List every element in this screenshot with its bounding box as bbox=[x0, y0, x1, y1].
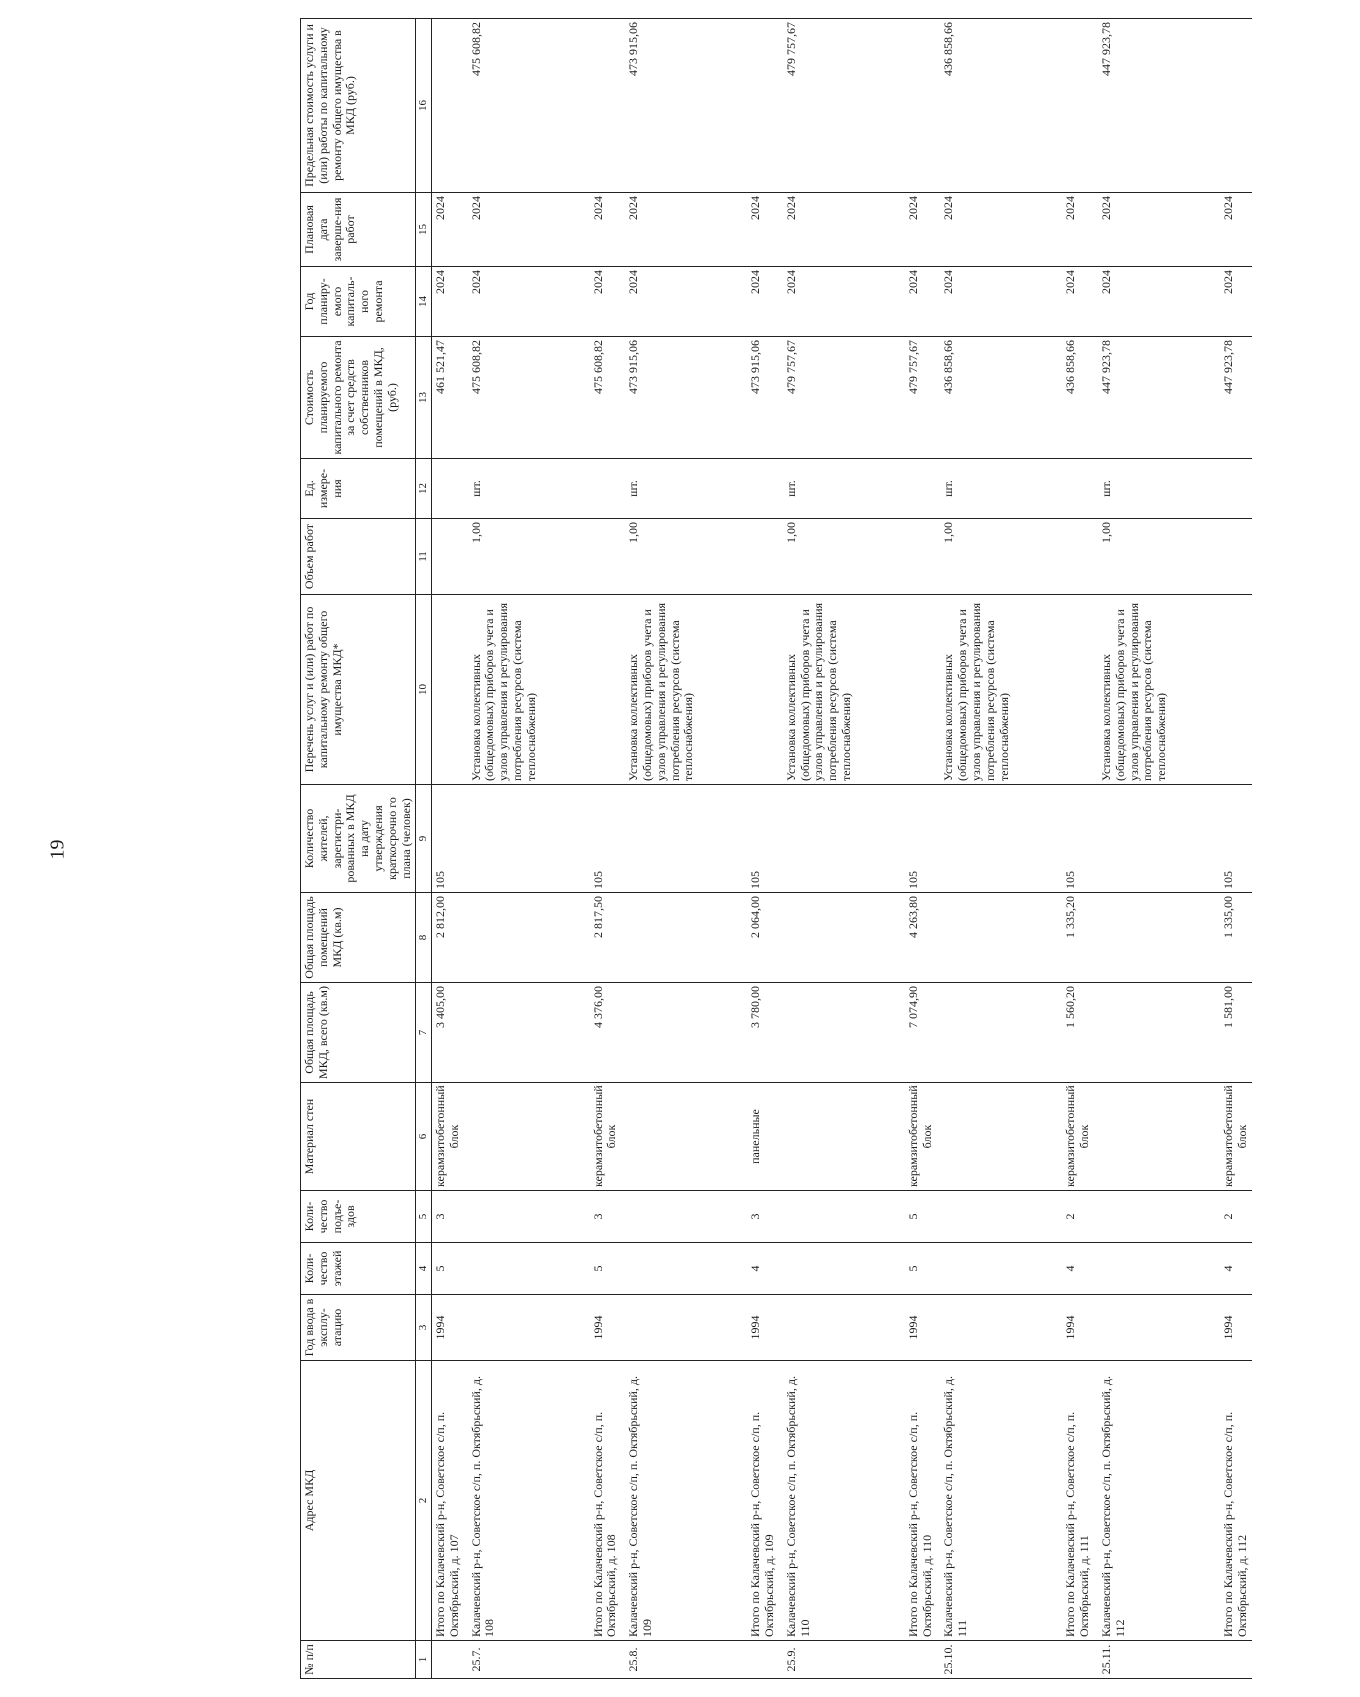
volume-cell bbox=[1062, 519, 1094, 595]
entrances-cell bbox=[621, 1191, 747, 1243]
unit-cell bbox=[905, 459, 937, 519]
table-row bbox=[936, 19, 1062, 1679]
column-header: Плановая дата заверше-ния работ bbox=[301, 193, 416, 267]
column-number: 4 bbox=[416, 1243, 432, 1295]
plan-year-cell: 2024 bbox=[590, 267, 622, 337]
plan-year-cell: 2024 bbox=[779, 267, 905, 337]
works-cell: Установка коллективных (общедомовых) приборов учета и узлов управления и регулирования потребления ресурсов (система теплоснабжения) bbox=[464, 595, 590, 785]
address-cell: Калачевский р-н, Советское с/п, п. Октябрьский, д. 111 bbox=[936, 1361, 1062, 1641]
volume-cell bbox=[747, 519, 779, 595]
column-header: Коли-чество этажей bbox=[301, 1243, 416, 1295]
table-header bbox=[301, 19, 432, 1679]
cost-cell: 479 757,67 bbox=[779, 337, 905, 459]
rotated-sheet bbox=[300, 19, 1360, 1679]
total-area-cell: 3 780,00 bbox=[747, 983, 779, 1083]
column-number: 6 bbox=[416, 1083, 432, 1191]
cost-cell: 436 858,66 bbox=[1062, 337, 1094, 459]
column-header: Стоимость планируемого капитального ремонта за счет средств собственников помещений в МКД, (руб.) bbox=[301, 337, 416, 459]
unit-cell: шт. bbox=[1094, 459, 1220, 519]
works-cell: Установка коллективных (общедомовых) приборов учета и узлов управления и регулирования потребления ресурсов (система теплоснабжения) bbox=[936, 595, 1062, 785]
rooms-area-cell bbox=[936, 893, 1062, 983]
rooms-area-cell bbox=[621, 893, 747, 983]
cost-cell: 475 608,82 bbox=[590, 337, 622, 459]
year-cell: 1994 bbox=[1062, 1295, 1094, 1361]
total-row bbox=[905, 19, 937, 1679]
unit-cell: шт. bbox=[621, 459, 747, 519]
floors-cell: 5 bbox=[432, 1243, 464, 1295]
unit-cell bbox=[590, 459, 622, 519]
row-number: 25.9. bbox=[779, 1641, 905, 1679]
end-date-cell: 2024 bbox=[1062, 193, 1094, 267]
address-cell: Калачевский р-н, Советское с/п, п. Октябрьский, д. 112 bbox=[1094, 1361, 1220, 1641]
unit-cell: шт. bbox=[464, 459, 590, 519]
floors-cell bbox=[464, 1243, 590, 1295]
end-date-cell: 2024 bbox=[1094, 193, 1220, 267]
year-cell: 1994 bbox=[1220, 1295, 1252, 1361]
residents-cell: 105 bbox=[590, 785, 622, 893]
works-cell: Установка коллективных (общедомовых) приборов учета и узлов управления и регулирования потребления ресурсов (система теплоснабжения) bbox=[779, 595, 905, 785]
plan-year-cell: 2024 bbox=[1094, 267, 1220, 337]
volume-cell bbox=[1220, 519, 1252, 595]
year-cell: 1994 bbox=[590, 1295, 622, 1361]
volume-cell: 1,00 bbox=[779, 519, 905, 595]
material-cell bbox=[779, 1083, 905, 1191]
rooms-area-cell: 1 335,00 bbox=[1220, 893, 1252, 983]
table-body bbox=[432, 19, 1252, 1679]
row-number bbox=[1062, 1641, 1094, 1679]
column-header: Перечень услуг и (или) работ по капитальному ремонту общего имущества МКД* bbox=[301, 595, 416, 785]
residents-cell bbox=[621, 785, 747, 893]
max-cost-cell: 473 915,06 bbox=[621, 19, 747, 193]
entrances-cell bbox=[779, 1191, 905, 1243]
column-header: Общая площадь МКД, всего (кв.м) bbox=[301, 983, 416, 1083]
column-header: № п/п bbox=[301, 1641, 416, 1679]
plan-year-cell: 2024 bbox=[1062, 267, 1094, 337]
max-cost-cell bbox=[1062, 19, 1094, 193]
volume-cell: 1,00 bbox=[464, 519, 590, 595]
year-cell: 1994 bbox=[432, 1295, 464, 1361]
plan-year-cell: 2024 bbox=[1220, 267, 1252, 337]
row-number bbox=[432, 1641, 464, 1679]
column-number: 9 bbox=[416, 785, 432, 893]
residents-cell: 105 bbox=[1220, 785, 1252, 893]
end-date-cell: 2024 bbox=[1220, 193, 1252, 267]
residents-cell: 105 bbox=[905, 785, 937, 893]
end-date-cell: 2024 bbox=[621, 193, 747, 267]
material-cell: керамзитобетонный блок bbox=[1062, 1083, 1094, 1191]
table-row bbox=[621, 19, 747, 1679]
floors-cell: 4 bbox=[747, 1243, 779, 1295]
cost-cell: 473 915,06 bbox=[747, 337, 779, 459]
year-cell bbox=[936, 1295, 1062, 1361]
works-cell: Установка коллективных (общедомовых) приборов учета и узлов управления и регулирования потребления ресурсов (система теплоснабжения) bbox=[621, 595, 747, 785]
max-cost-cell bbox=[1220, 19, 1252, 193]
column-header: Коли-чество подъе-здов bbox=[301, 1191, 416, 1243]
column-header: Адрес МКД bbox=[301, 1361, 416, 1641]
column-header: Объем работ bbox=[301, 519, 416, 595]
column-number: 16 bbox=[416, 19, 432, 193]
page-number: 19 bbox=[46, 839, 69, 860]
entrances-cell bbox=[464, 1191, 590, 1243]
total-area-cell bbox=[464, 983, 590, 1083]
volume-cell: 1,00 bbox=[1094, 519, 1220, 595]
total-row bbox=[1062, 19, 1094, 1679]
material-cell: керамзитобетонный блок bbox=[590, 1083, 622, 1191]
column-number: 10 bbox=[416, 595, 432, 785]
volume-cell: 1,00 bbox=[621, 519, 747, 595]
column-number: 7 bbox=[416, 983, 432, 1083]
entrances-cell: 3 bbox=[747, 1191, 779, 1243]
floors-cell bbox=[621, 1243, 747, 1295]
max-cost-cell: 436 858,66 bbox=[936, 19, 1062, 193]
entrances-cell bbox=[936, 1191, 1062, 1243]
address-cell: Калачевский р-н, Советское с/п, п. Октябрьский, д. 108 bbox=[464, 1361, 590, 1641]
volume-cell bbox=[905, 519, 937, 595]
plan-year-cell: 2024 bbox=[621, 267, 747, 337]
floors-cell: 5 bbox=[590, 1243, 622, 1295]
cost-cell: 447 923,78 bbox=[1220, 337, 1252, 459]
total-area-cell: 3 405,00 bbox=[432, 983, 464, 1083]
entrances-cell: 5 bbox=[905, 1191, 937, 1243]
unit-cell bbox=[747, 459, 779, 519]
material-cell: панельные bbox=[747, 1083, 779, 1191]
column-header: Общая площадь помещений МКД (кв.м) bbox=[301, 893, 416, 983]
column-number: 5 bbox=[416, 1191, 432, 1243]
end-date-cell: 2024 bbox=[905, 193, 937, 267]
column-header: Год ввода в эксплу-атацию bbox=[301, 1295, 416, 1361]
plan-year-cell: 2024 bbox=[464, 267, 590, 337]
address-cell: Итого по Калачевский р-н, Советское с/п, п. Октябрьский, д. 110 bbox=[905, 1361, 937, 1641]
works-cell: Установка коллективных (общедомовых) приборов учета и узлов управления и регулирования потребления ресурсов (система теплоснабжения) bbox=[1094, 595, 1220, 785]
year-cell bbox=[1094, 1295, 1220, 1361]
unit-cell bbox=[1062, 459, 1094, 519]
material-cell: керамзитобетонный блок bbox=[1220, 1083, 1252, 1191]
entrances-cell: 2 bbox=[1062, 1191, 1094, 1243]
rooms-area-cell bbox=[779, 893, 905, 983]
cost-cell: 479 757,67 bbox=[905, 337, 937, 459]
volume-cell: 1,00 bbox=[936, 519, 1062, 595]
address-cell: Итого по Калачевский р-н, Советское с/п, п. Октябрьский, д. 107 bbox=[432, 1361, 464, 1641]
column-number: 2 bbox=[416, 1361, 432, 1641]
residents-cell bbox=[1094, 785, 1220, 893]
rooms-area-cell: 4 263,80 bbox=[905, 893, 937, 983]
capital-repair-table bbox=[300, 18, 1252, 1679]
year-cell bbox=[779, 1295, 905, 1361]
column-number: 1 bbox=[416, 1641, 432, 1679]
total-row bbox=[590, 19, 622, 1679]
address-cell: Итого по Калачевский р-н, Советское с/п, п. Октябрьский, д. 108 bbox=[590, 1361, 622, 1641]
total-row bbox=[432, 19, 464, 1679]
material-cell bbox=[621, 1083, 747, 1191]
entrances-cell bbox=[1094, 1191, 1220, 1243]
unit-cell bbox=[1220, 459, 1252, 519]
column-header: Год планиру-емого капиталь-ного ремонта bbox=[301, 267, 416, 337]
address-cell: Итого по Калачевский р-н, Советское с/п, п. Октябрьский, д. 109 bbox=[747, 1361, 779, 1641]
floors-cell: 5 bbox=[905, 1243, 937, 1295]
rooms-area-cell: 1 335,20 bbox=[1062, 893, 1094, 983]
end-date-cell: 2024 bbox=[590, 193, 622, 267]
rooms-area-cell: 2 817,50 bbox=[590, 893, 622, 983]
works-cell bbox=[1220, 595, 1252, 785]
entrances-cell: 2 bbox=[1220, 1191, 1252, 1243]
residents-cell bbox=[779, 785, 905, 893]
rooms-area-cell bbox=[464, 893, 590, 983]
address-cell: Калачевский р-н, Советское с/п, п. Октябрьский, д. 110 bbox=[779, 1361, 905, 1641]
works-cell bbox=[432, 595, 464, 785]
total-row bbox=[747, 19, 779, 1679]
cost-cell: 473 915,06 bbox=[621, 337, 747, 459]
address-cell: Итого по Калачевский р-н, Советское с/п, п. Октябрьский, д. 111 bbox=[1062, 1361, 1094, 1641]
column-number: 3 bbox=[416, 1295, 432, 1361]
row-number: 25.7. bbox=[464, 1641, 590, 1679]
entrances-cell: 3 bbox=[432, 1191, 464, 1243]
row-number: 25.11. bbox=[1094, 1641, 1220, 1679]
residents-cell bbox=[464, 785, 590, 893]
rooms-area-cell bbox=[1094, 893, 1220, 983]
material-cell: керамзитобетонный блок bbox=[432, 1083, 464, 1191]
total-area-cell bbox=[779, 983, 905, 1083]
year-cell: 1994 bbox=[905, 1295, 937, 1361]
max-cost-cell: 447 923,78 bbox=[1094, 19, 1220, 193]
total-area-cell bbox=[1094, 983, 1220, 1083]
cost-cell: 447 923,78 bbox=[1094, 337, 1220, 459]
column-number-row bbox=[416, 19, 432, 1679]
year-cell bbox=[621, 1295, 747, 1361]
row-number bbox=[1220, 1641, 1252, 1679]
cost-cell: 475 608,82 bbox=[464, 337, 590, 459]
material-cell bbox=[936, 1083, 1062, 1191]
column-header: Ед. измере-ния bbox=[301, 459, 416, 519]
material-cell: керамзитобетонный блок bbox=[905, 1083, 937, 1191]
column-number: 8 bbox=[416, 893, 432, 983]
floors-cell: 4 bbox=[1220, 1243, 1252, 1295]
max-cost-cell bbox=[905, 19, 937, 193]
max-cost-cell bbox=[747, 19, 779, 193]
column-header: Количество жителей, зарегистри-рованных в МКД на дату утверждения краткосрочно го плана (человек) bbox=[301, 785, 416, 893]
material-cell bbox=[464, 1083, 590, 1191]
max-cost-cell bbox=[432, 19, 464, 193]
row-number bbox=[905, 1641, 937, 1679]
row-number bbox=[747, 1641, 779, 1679]
cost-cell: 461 521,47 bbox=[432, 337, 464, 459]
total-row bbox=[1220, 19, 1252, 1679]
year-cell: 1994 bbox=[747, 1295, 779, 1361]
address-cell: Калачевский р-н, Советское с/п, п. Октябрьский, д. 109 bbox=[621, 1361, 747, 1641]
column-number: 11 bbox=[416, 519, 432, 595]
rooms-area-cell: 2 812,00 bbox=[432, 893, 464, 983]
row-number bbox=[590, 1641, 622, 1679]
year-cell bbox=[464, 1295, 590, 1361]
plan-year-cell: 2024 bbox=[905, 267, 937, 337]
end-date-cell: 2024 bbox=[779, 193, 905, 267]
unit-cell: шт. bbox=[779, 459, 905, 519]
material-cell bbox=[1094, 1083, 1220, 1191]
address-cell: Итого по Калачевский р-н, Советское с/п, п. Октябрьский, д. 112 bbox=[1220, 1361, 1252, 1641]
residents-cell: 105 bbox=[1062, 785, 1094, 893]
total-area-cell bbox=[621, 983, 747, 1083]
table-row bbox=[464, 19, 590, 1679]
works-cell bbox=[590, 595, 622, 785]
cost-cell: 436 858,66 bbox=[936, 337, 1062, 459]
total-area-cell: 1 581,00 bbox=[1220, 983, 1252, 1083]
works-cell bbox=[1062, 595, 1094, 785]
max-cost-cell bbox=[590, 19, 622, 193]
max-cost-cell: 479 757,67 bbox=[779, 19, 905, 193]
end-date-cell: 2024 bbox=[747, 193, 779, 267]
total-area-cell: 4 376,00 bbox=[590, 983, 622, 1083]
works-cell bbox=[747, 595, 779, 785]
rooms-area-cell: 2 064,00 bbox=[747, 893, 779, 983]
row-number: 25.10. bbox=[936, 1641, 1062, 1679]
end-date-cell: 2024 bbox=[936, 193, 1062, 267]
volume-cell bbox=[590, 519, 622, 595]
end-date-cell: 2024 bbox=[464, 193, 590, 267]
total-area-cell: 1 560,20 bbox=[1062, 983, 1094, 1083]
floors-cell bbox=[936, 1243, 1062, 1295]
table-row bbox=[1094, 19, 1220, 1679]
residents-cell: 105 bbox=[432, 785, 464, 893]
volume-cell bbox=[432, 519, 464, 595]
column-number: 12 bbox=[416, 459, 432, 519]
column-number: 15 bbox=[416, 193, 432, 267]
floors-cell bbox=[1094, 1243, 1220, 1295]
plan-year-cell: 2024 bbox=[936, 267, 1062, 337]
max-cost-cell: 475 608,82 bbox=[464, 19, 590, 193]
plan-year-cell: 2024 bbox=[432, 267, 464, 337]
residents-cell: 105 bbox=[747, 785, 779, 893]
floors-cell: 4 bbox=[1062, 1243, 1094, 1295]
residents-cell bbox=[936, 785, 1062, 893]
column-number: 13 bbox=[416, 337, 432, 459]
end-date-cell: 2024 bbox=[432, 193, 464, 267]
column-header: Предельная стоимость услуги и (или) работы по капитальному ремонту общего имущества в МКД (руб.) bbox=[301, 19, 416, 193]
table-row bbox=[779, 19, 905, 1679]
plan-year-cell: 2024 bbox=[747, 267, 779, 337]
total-area-cell: 7 074,90 bbox=[905, 983, 937, 1083]
column-number: 14 bbox=[416, 267, 432, 337]
floors-cell bbox=[779, 1243, 905, 1295]
column-header: Материал стен bbox=[301, 1083, 416, 1191]
unit-cell bbox=[432, 459, 464, 519]
works-cell bbox=[905, 595, 937, 785]
unit-cell: шт. bbox=[936, 459, 1062, 519]
header-row bbox=[301, 19, 416, 1679]
total-area-cell bbox=[936, 983, 1062, 1083]
entrances-cell: 3 bbox=[590, 1191, 622, 1243]
row-number: 25.8. bbox=[621, 1641, 747, 1679]
